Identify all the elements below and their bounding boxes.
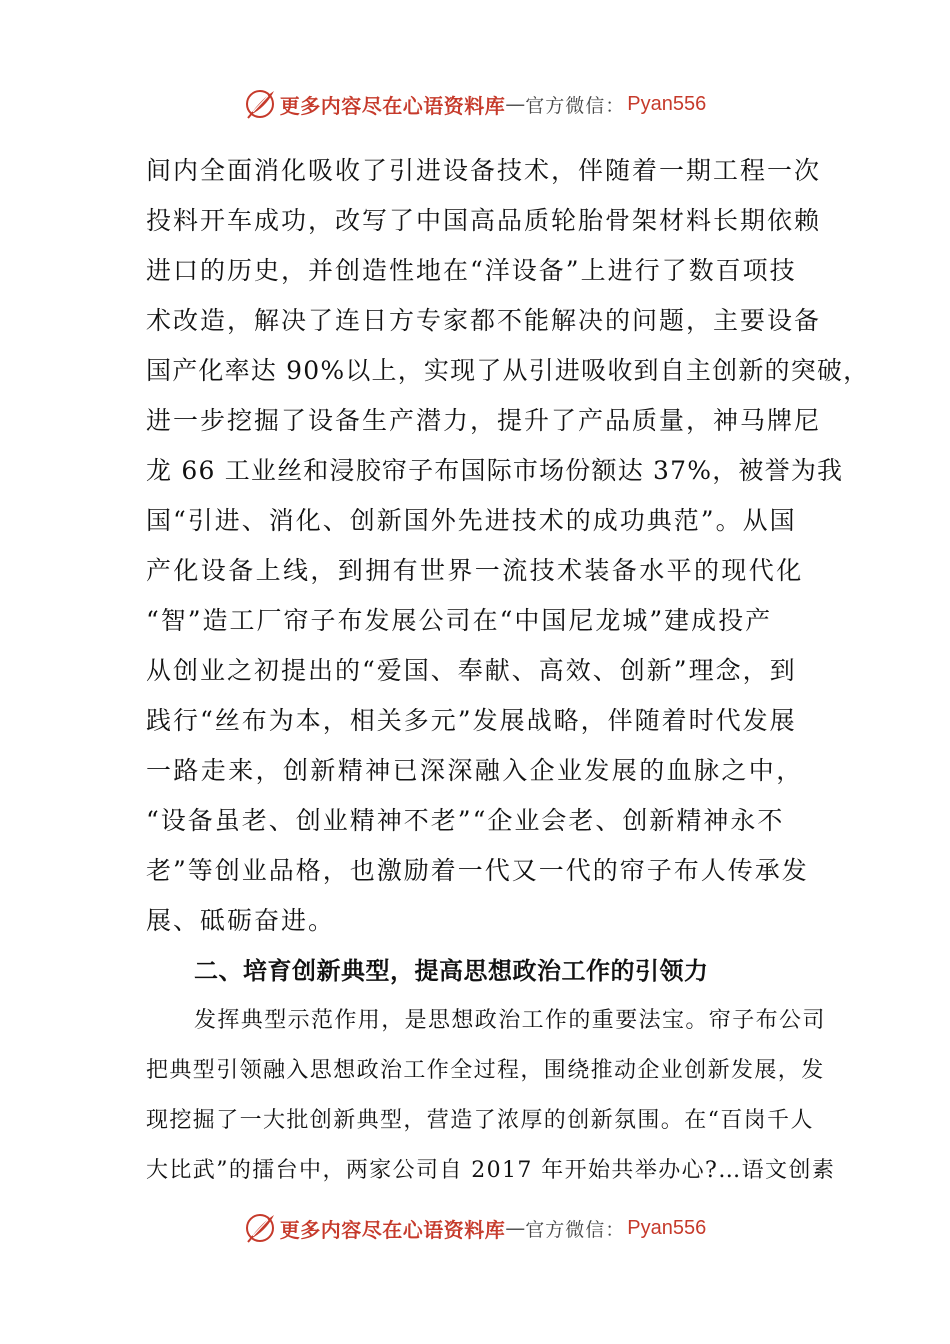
watermark-wechat-id: Pyan556 (627, 1216, 707, 1239)
text-line: 展、砥砺奋进。 (146, 906, 336, 935)
text-line: “设备虽老、创业精神不老”“企业会老、创新精神永不 (146, 806, 785, 835)
watermark-title: 更多内容尽在心语资料库 (279, 1217, 506, 1242)
text-line: 现挖掘了一大批创新典型，营造了浓厚的创新氛围。在“百岗千人 (146, 1108, 814, 1133)
text-line: 产化设备上线，到拥有世界一流技术装备水平的现代化 (146, 556, 804, 585)
text-line: 术改造，解决了连日方专家都不能解决的问题，主要设备 (146, 306, 822, 335)
watermark-wechat-id: Pyan556 (627, 92, 707, 115)
text-line: 国“引进、消化、创新国外先进技术的成功典范”。从国 (146, 506, 797, 535)
watermark-official-label: 官方微信： (525, 94, 626, 117)
watermark-footer (0, 1211, 950, 1245)
paragraph-innovation-models (146, 996, 836, 1196)
watermark-title: 更多内容尽在心语资料库 (279, 93, 506, 118)
text-line: 投料开车成功，改写了中国高品质轮胎骨架材料长期依赖 (146, 206, 822, 235)
text-line: 间内全面消化吸收了引进设备技术，伴随着一期工程一次 (146, 156, 822, 185)
watermark-header (0, 87, 950, 121)
watermark-dash: — (505, 92, 526, 116)
text-line: 老”等创业品格，也激励着一代又一代的帘子布人传承发 (146, 856, 809, 885)
paragraph-innovation-history (146, 146, 870, 946)
text-line: 龙 66 工业丝和浸胶帘子布国际市场份额达 37%，被誉为我 (146, 456, 844, 485)
text-line: 进一步挖掘了设备生产潜力，提升了产品质量，神马牌尼 (146, 406, 822, 435)
quill-logo-icon (244, 87, 278, 121)
text-line: 大比武”的擂台中，两家公司自 2017 年开始共举办心?…语文创素 (146, 1158, 836, 1183)
text-line: 发挥典型示范作用，是思想政治工作的重要法宝。帘子布公司 (194, 1008, 826, 1033)
quill-logo-icon (244, 1211, 278, 1245)
watermark-official-label: 官方微信： (525, 1218, 626, 1241)
watermark-dash: — (505, 1216, 526, 1240)
text-line: “智”造工厂帘子布发展公司在“中国尼龙城”建成投产 (146, 606, 773, 635)
text-line: 从创业之初提出的“爱国、奉献、高效、创新”理念，到 (146, 656, 797, 685)
document-body (146, 146, 870, 1196)
text-line: 践行“丝布为本，相关多元”发展战略，伴随着时代发展 (146, 706, 797, 735)
text-line: 一路走来，创新精神已深深融入企业发展的血脉之中， (146, 756, 804, 785)
section-heading: 二、培育创新典型，提高思想政治工作的引领力 (194, 957, 709, 985)
text-line: 国产化率达 90%以上，实现了从引进吸收到自主创新的突破， (146, 356, 870, 385)
text-line: 进口的历史，并创造性地在“洋设备”上进行了数百项技 (146, 256, 797, 285)
text-line: 把典型引领融入思想政治工作全过程，围绕推动企业创新发展，发 (146, 1058, 825, 1083)
